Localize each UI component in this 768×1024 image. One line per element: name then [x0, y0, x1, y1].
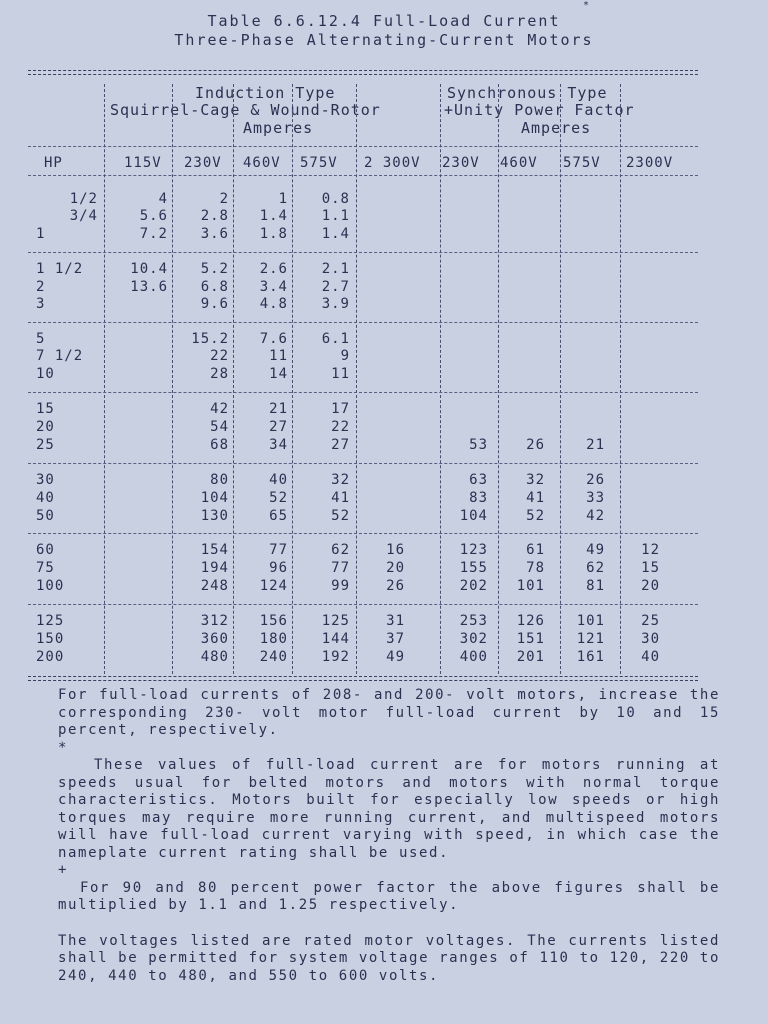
table-cell: 240 [259, 649, 288, 665]
table-row-hp: 10 [36, 366, 55, 382]
column-header-2: 230V [184, 155, 222, 171]
group-separator [28, 604, 698, 605]
table-cell: 33 [586, 490, 605, 506]
table-cell: 15.2 [191, 331, 229, 347]
table-row-hp: 50 [36, 508, 55, 524]
group-separator [28, 392, 698, 393]
column-header-8: 575V [563, 155, 601, 171]
synchronous-header-line1: Synchronous Type [447, 84, 608, 102]
table-row-hp: 20 [36, 419, 55, 435]
column-header-3: 460V [243, 155, 281, 171]
table-cell: 201 [516, 649, 545, 665]
table-row-hp: 3/4 [69, 208, 98, 224]
column-header-4: 575V [300, 155, 338, 171]
table-cell: 1.4 [321, 226, 350, 242]
table-cell: 2 [219, 191, 229, 207]
table-cell: 360 [200, 631, 229, 647]
table-cell: 21 [269, 401, 288, 417]
column-header-9: 2300V [626, 155, 674, 171]
table-cell: 155 [459, 560, 488, 576]
table-cell: 40 [269, 472, 288, 488]
table-cell: 40 [641, 649, 660, 665]
table-cell: 124 [259, 578, 288, 594]
table-cell: 194 [200, 560, 229, 576]
column-header-7: 460V [500, 155, 538, 171]
notes-section [58, 687, 720, 985]
table-cell: 81 [586, 578, 605, 594]
table-bottom-rule [28, 676, 698, 681]
table-cell: 53 [469, 437, 488, 453]
table-cell: 2.8 [200, 208, 229, 224]
table-cell: 52 [526, 508, 545, 524]
table-cell: 42 [210, 401, 229, 417]
table-cell: 9 [340, 348, 350, 364]
table-row-hp: 75 [36, 560, 55, 576]
table-cell: 49 [386, 649, 405, 665]
table-cell: 16 [386, 542, 405, 558]
table-cell: 125 [321, 613, 350, 629]
table-cell: 104 [200, 490, 229, 506]
table-cell: 104 [459, 508, 488, 524]
table-cell: 49 [586, 542, 605, 558]
table-cell: 17 [331, 401, 350, 417]
table-cell: 126 [516, 613, 545, 629]
table-cell: 9.6 [200, 296, 229, 312]
table-cell: 192 [321, 649, 350, 665]
table-cell: 14 [269, 366, 288, 382]
table-cell: 31 [386, 613, 405, 629]
table-cell: 63 [469, 472, 488, 488]
table-cell: 99 [331, 578, 350, 594]
table-cell: 34 [269, 437, 288, 453]
table-row-hp: 100 [36, 578, 65, 594]
induction-header-line1: Induction Type [195, 84, 336, 102]
column-header-1: 115V [124, 155, 162, 171]
table-cell: 28 [210, 366, 229, 382]
table-cell: 3.6 [200, 226, 229, 242]
column-header-0: HP [44, 155, 63, 171]
table-cell: 2.1 [321, 261, 350, 277]
table-cell: 80 [210, 472, 229, 488]
table-cell: 121 [576, 631, 605, 647]
group-separator [28, 463, 698, 464]
note-power-factor: For 90 and 80 percent power factor the above figures shall be multiplied by 1.1 and 1.25 respectively. [58, 879, 720, 913]
column-header-6: 230V [442, 155, 480, 171]
table-cell: 302 [459, 631, 488, 647]
table-cell: 11 [331, 366, 350, 382]
table-row-hp: 1 [36, 226, 46, 242]
table-cell: 2.7 [321, 279, 350, 295]
table-cell: 27 [269, 419, 288, 435]
table-cell: 7.2 [139, 226, 168, 242]
table-cell: 41 [526, 490, 545, 506]
table-cell: 26 [586, 472, 605, 488]
table-cell: 5.6 [139, 208, 168, 224]
group-separator [28, 322, 698, 323]
note-speed-torque: These values of full-load current are for motors running at speeds usual for belted motors and motors with normal torque characteristics. Motors built for especially low speeds or high torques may require more running current, and multispeed motors will have full-load current varying with speed, in which case the nameplate current rating shall be used. [58, 757, 720, 861]
table-cell: 1 [278, 191, 288, 207]
table-row-hp: 2 [36, 279, 46, 295]
table-cell: 144 [321, 631, 350, 647]
table-row-hp: 200 [36, 649, 65, 665]
table-cell: 26 [526, 437, 545, 453]
column-header-5: 2 300V [364, 155, 421, 171]
table-cell: 54 [210, 419, 229, 435]
table-title: Table 6.6.12.4 Full-Load Current [207, 12, 561, 30]
column-divider [104, 84, 105, 674]
note-plus: + [58, 862, 69, 878]
table-cell: 1.4 [259, 208, 288, 224]
table-row-hp: 7 1/2 [36, 348, 84, 364]
table-row-hp: 3 [36, 296, 46, 312]
table-row-hp: 40 [36, 490, 55, 506]
table-cell: 123 [459, 542, 488, 558]
table-cell: 2.6 [259, 261, 288, 277]
table-cell: 96 [269, 560, 288, 576]
table-cell: 52 [331, 508, 350, 524]
synchronous-header-line3: Amperes [521, 119, 592, 137]
table-cell: 130 [200, 508, 229, 524]
table-cell: 7.6 [259, 331, 288, 347]
table-cell: 480 [200, 649, 229, 665]
note-rated-voltages: The voltages listed are rated motor voltages. The currents listed shall be permitted for system voltage ranges of 110 to 120, 220 to 240, 440 to 480, and 550 to 600 volts. [58, 932, 720, 984]
group-header-rule [28, 146, 698, 147]
table-cell: 5.2 [200, 261, 229, 277]
table-cell: 202 [459, 578, 488, 594]
table-cell: 21 [586, 437, 605, 453]
table-cell: 22 [210, 348, 229, 364]
table-cell: 77 [269, 542, 288, 558]
table-row-hp: 30 [36, 472, 55, 488]
table-cell: 78 [526, 560, 545, 576]
table-cell: 12 [641, 542, 660, 558]
header-top-rule [28, 70, 698, 75]
table-cell: 22 [331, 419, 350, 435]
table-row-hp: 150 [36, 631, 65, 647]
table-cell: 1.8 [259, 226, 288, 242]
table-cell: 52 [269, 490, 288, 506]
table-cell: 20 [641, 578, 660, 594]
table-cell: 248 [200, 578, 229, 594]
induction-header-line2: Squirrel-Cage & Wound-Rotor [110, 101, 381, 119]
column-header-rule [28, 175, 698, 176]
table-cell: 180 [259, 631, 288, 647]
table-row-hp: 60 [36, 542, 55, 558]
table-cell: 77 [331, 560, 350, 576]
table-cell: 11 [269, 348, 288, 364]
table-cell: 32 [331, 472, 350, 488]
note-asterisk: * [58, 739, 69, 756]
table-row-hp: 1 1/2 [36, 261, 84, 277]
table-cell: 20 [386, 560, 405, 576]
table-cell: 10.4 [130, 261, 168, 277]
table-row-hp: 5 [36, 331, 46, 347]
table-cell: 101 [516, 578, 545, 594]
table-cell: 42 [586, 508, 605, 524]
table-cell: 65 [269, 508, 288, 524]
scan-mark: * [583, 0, 590, 11]
table-cell: 6.8 [200, 279, 229, 295]
table-cell: 151 [516, 631, 545, 647]
note-voltage-adjustment: For full-load currents of 208- and 200- volt motors, increase the corresponding 230- volt motor full-load current by 10 and 15 percent, respectively. [58, 687, 720, 738]
table-cell: 1.1 [321, 208, 350, 224]
table-cell: 25 [641, 613, 660, 629]
table-cell: 68 [210, 437, 229, 453]
table-row-hp: 1/2 [69, 191, 98, 207]
table-cell: 312 [200, 613, 229, 629]
table-cell: 13.6 [130, 279, 168, 295]
table-cell: 3.9 [321, 296, 350, 312]
table-cell: 61 [526, 542, 545, 558]
table-cell: 4 [158, 191, 168, 207]
group-separator [28, 252, 698, 253]
table-cell: 32 [526, 472, 545, 488]
table-cell: 101 [576, 613, 605, 629]
table-cell: 161 [576, 649, 605, 665]
synchronous-header-line2: +Unity Power Factor [444, 101, 635, 119]
table-cell: 0.8 [321, 191, 350, 207]
table-cell: 83 [469, 490, 488, 506]
table-cell: 41 [331, 490, 350, 506]
group-separator [28, 533, 698, 534]
table-row-hp: 15 [36, 401, 55, 417]
table-cell: 27 [331, 437, 350, 453]
table-row-hp: 125 [36, 613, 65, 629]
table-cell: 156 [259, 613, 288, 629]
table-cell: 37 [386, 631, 405, 647]
table-cell: 6.1 [321, 331, 350, 347]
table-cell: 15 [641, 560, 660, 576]
table-cell: 253 [459, 613, 488, 629]
table-cell: 154 [200, 542, 229, 558]
table-row-hp: 25 [36, 437, 55, 453]
table-cell: 30 [641, 631, 660, 647]
table-cell: 4.8 [259, 296, 288, 312]
table-subtitle: Three-Phase Alternating-Current Motors [174, 31, 594, 49]
table-cell: 62 [331, 542, 350, 558]
induction-header-line3: Amperes [243, 119, 314, 137]
table-cell: 400 [459, 649, 488, 665]
table-cell: 3.4 [259, 279, 288, 295]
table-cell: 62 [586, 560, 605, 576]
table-cell: 26 [386, 578, 405, 594]
